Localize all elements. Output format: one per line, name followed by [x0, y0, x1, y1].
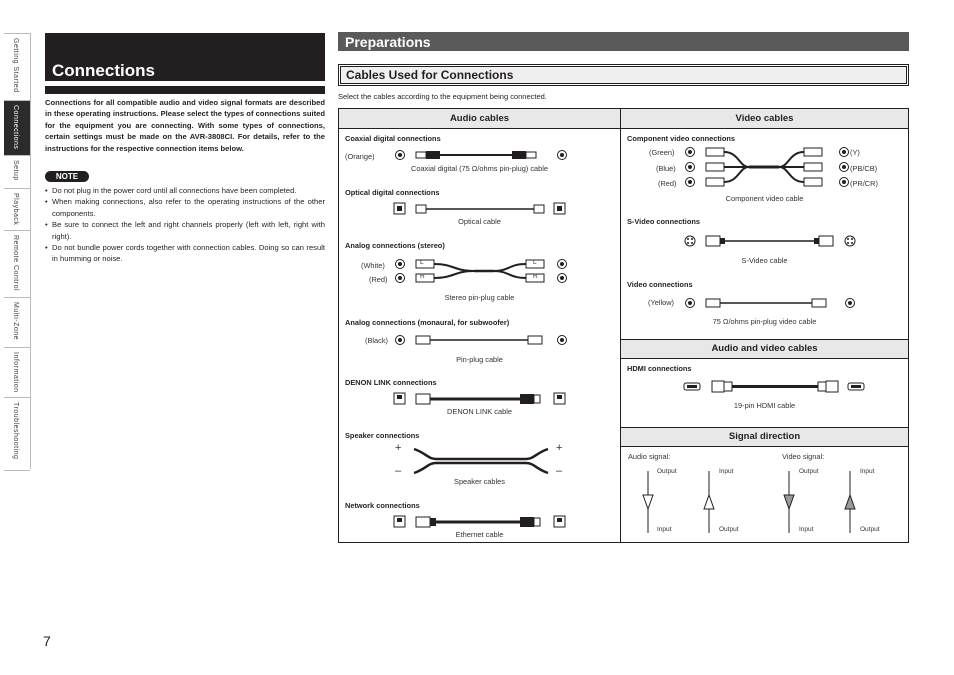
stereo-red: (Red): [369, 275, 388, 284]
audio-cables-header: Audio cables: [339, 109, 620, 129]
stereo-l-right: L: [533, 259, 537, 266]
subsection-title: Cables Used for Connections: [346, 68, 514, 82]
side-tab-bar: [4, 33, 31, 469]
mono-color: (Black): [365, 336, 388, 345]
speaker-cable-illustration: [414, 445, 549, 479]
note-item: • Be sure to connect the left and right channels properly (left with left, right with right).: [45, 219, 325, 242]
note-list: [45, 185, 325, 265]
side-tab-label: Information: [12, 352, 19, 393]
select-instruction: Select the cables according to the equipment being connected.: [338, 92, 547, 101]
page-number: 7: [43, 633, 51, 649]
mono-cable-illustration: [394, 332, 569, 348]
denon-link-caption: DENON LINK cable: [447, 407, 512, 416]
side-tab-label: Multi-Zone: [12, 302, 19, 341]
network-title: Network connections: [345, 501, 420, 510]
signal-direction-header: Signal direction: [621, 427, 908, 447]
note-item: • Do not plug in the power cord until all connections have been completed.: [45, 185, 325, 196]
composite-caption: 75 Ω/ohms pin-plug video cable: [712, 317, 817, 326]
side-tab-connections[interactable]: [4, 100, 30, 156]
speaker-caption: Speaker cables: [454, 477, 505, 486]
side-tab-playback[interactable]: [4, 188, 30, 231]
svideo-caption: S-Video cable: [741, 256, 788, 265]
speaker-minus-right: –: [556, 465, 563, 477]
component-cable-illustration: [684, 145, 854, 189]
side-tab-troubleshooting[interactable]: [4, 397, 30, 471]
section-title-bar: [338, 32, 909, 51]
side-tab-label: Getting Started: [12, 38, 19, 93]
component-title: Component video connections: [627, 134, 735, 143]
denon-link-cable-illustration: [394, 391, 569, 407]
intro-text: Connections for all compatible audio and video signal formats are described in these operating instructions. Please select the types of connections suited for the equipment you are connecting. With some types of connections, certain settings must be made on the AVR-3808CI. For details, refer to the instructions for the respective connection items below.: [45, 98, 325, 153]
speaker-minus-left: –: [395, 465, 402, 477]
side-tab-multi-zone[interactable]: [4, 297, 30, 348]
side-tab-setup[interactable]: [4, 155, 30, 189]
video-output-label-bottom: Output: [860, 526, 880, 533]
speaker-plus-left: +: [395, 442, 402, 454]
network-caption: Ethernet cable: [455, 530, 504, 539]
stereo-r-right: R: [533, 273, 538, 280]
speaker-title: Speaker connections: [345, 431, 420, 440]
audio-input-label-bottom: Input: [657, 526, 672, 533]
stereo-r-left: R: [420, 273, 425, 280]
cables-table: [338, 108, 909, 543]
subsection-heading: [338, 64, 909, 86]
composite-title: Video connections: [627, 280, 693, 289]
note-badge: NOTE: [45, 171, 89, 182]
page-title: Connections: [52, 61, 155, 80]
optical-cable-illustration: [394, 201, 569, 217]
signal-direction-arrows: [639, 471, 869, 533]
mono-title: Analog connections (monaural, for subwoofer): [345, 318, 510, 327]
side-tab-label: Troubleshooting: [12, 402, 19, 460]
component-pb: (PB/CB): [850, 164, 878, 173]
component-caption: Component video cable: [725, 194, 804, 203]
optical-caption: Optical cable: [458, 217, 501, 226]
title-underline: [45, 86, 325, 94]
video-output-label-top: Output: [799, 468, 819, 475]
composite-cable-illustration: [684, 295, 859, 311]
hdmi-caption: 19-pin HDMI cable: [733, 401, 796, 410]
mono-caption: Pin-plug cable: [456, 355, 503, 364]
component-red: (Red): [658, 179, 677, 188]
stereo-l-left: L: [420, 259, 424, 266]
side-tab-getting-started[interactable]: [4, 33, 30, 101]
coaxial-cable-illustration: [394, 147, 569, 163]
component-green: (Green): [649, 148, 675, 157]
title-bar: [45, 33, 325, 81]
side-tab-label: Remote Control: [12, 235, 19, 292]
side-tab-label: Playback: [12, 193, 19, 226]
note-item: • When making connections, also refer to the operating instructions of the other components.: [45, 196, 325, 219]
side-tab-label: Connections: [12, 105, 19, 150]
side-tab-information[interactable]: [4, 347, 30, 398]
denon-link-title: DENON LINK connections: [345, 378, 437, 387]
audio-signal-label: Audio signal:: [628, 452, 671, 461]
optical-title: Optical digital connections: [345, 188, 440, 197]
video-input-label-bottom: Input: [799, 526, 814, 533]
svideo-title: S-Video connections: [627, 217, 700, 226]
audio-input-label-top: Input: [719, 468, 734, 475]
coaxial-title: Coaxial digital connections: [345, 134, 441, 143]
speaker-plus-right: +: [556, 442, 563, 454]
composite-color: (Yellow): [648, 298, 675, 307]
av-cables-header: Audio and video cables: [621, 339, 908, 359]
audio-output-label-bottom: Output: [719, 526, 739, 533]
stereo-caption: Stereo pin-plug cable: [444, 293, 515, 302]
hdmi-cable-illustration: [684, 379, 864, 395]
video-input-label-top: Input: [860, 468, 875, 475]
component-pr: (PR/CR): [850, 179, 878, 188]
component-y: (Y): [850, 148, 860, 157]
video-signal-label: Video signal:: [782, 452, 825, 461]
coaxial-color: (Orange): [345, 152, 375, 161]
note-item: • Do not bundle power cords together with connection cables. Doing so can result in humming or noise.: [45, 242, 325, 265]
audio-output-label-top: Output: [657, 468, 677, 475]
video-cables-header: Video cables: [621, 109, 908, 129]
stereo-white: (White): [361, 261, 385, 270]
svideo-cable-illustration: [684, 233, 864, 249]
side-tab-remote-control[interactable]: [4, 230, 30, 298]
ethernet-cable-illustration: [394, 514, 569, 530]
section-title: Preparations: [345, 34, 431, 50]
coaxial-caption: Coaxial digital (75 Ω/ohms pin-plug) cable: [411, 164, 548, 173]
stereo-title: Analog connections (stereo): [345, 241, 445, 250]
side-tab-label: Setup: [12, 160, 19, 181]
hdmi-title: HDMI connections: [627, 364, 692, 373]
component-blue: (Blue): [656, 164, 676, 173]
